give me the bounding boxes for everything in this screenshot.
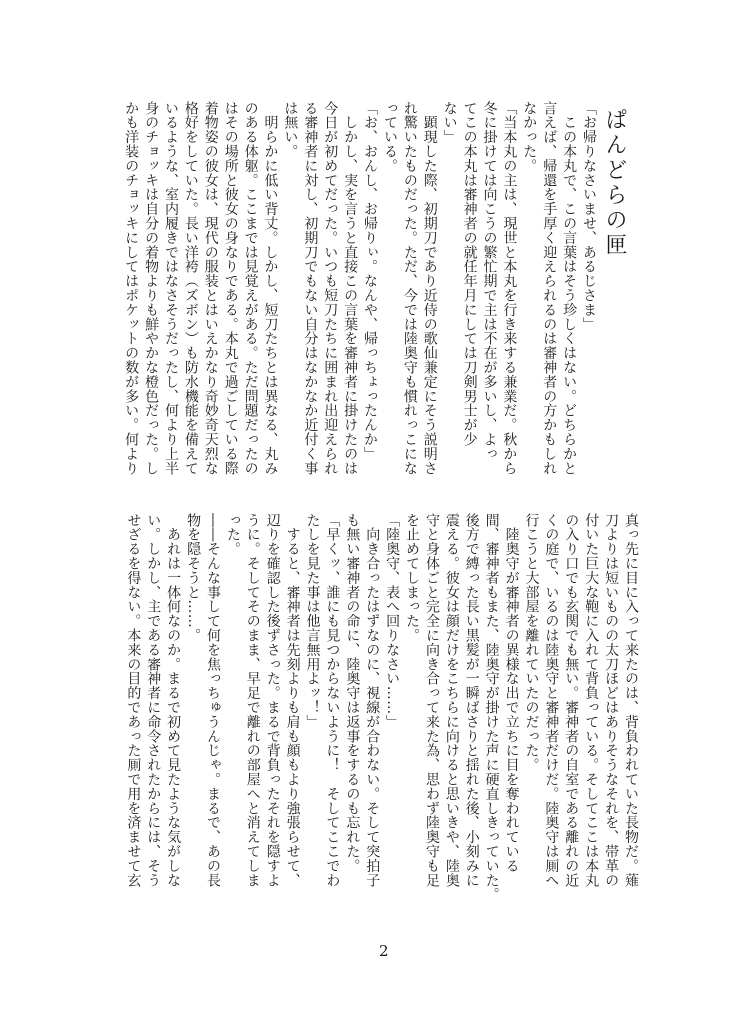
text-line: 震える。彼女は顔だけをこちらに向けると思いきや、陸奥 — [443, 513, 460, 888]
text-line: れ驚いたものだった。ただ、今では陸奥守も慣れっこにな — [401, 101, 418, 476]
text-line: 守と身体ごと完全に向き合って来た為、思わず陸奥守も足 — [423, 513, 440, 888]
text-line: この本丸で、この言葉はそう珍しくはない。どちらかと — [561, 101, 578, 476]
text-line: 「お帰りなさいませ、あるじさま」 — [581, 101, 597, 332]
chapter-title: ぱんどらの匣 — [602, 108, 627, 258]
text-line: る審神者に対し、初期刀でもない自分はなかなか近付く事 — [302, 101, 319, 476]
text-line: 身のチョッキは自分の着物よりも鮮やかな橙色だった。し — [143, 101, 160, 476]
text-line: せざるを得ない。本来の目的であった厠で用を済ませて玄 — [125, 513, 142, 888]
text-line: いるような、室内履きではなさそうだったし、何より上半 — [162, 101, 179, 476]
text-line: なかった。 — [521, 101, 538, 173]
text-line: しかし、実を言うと直接この言葉を審神者に掛けたのは — [342, 101, 359, 476]
page-number: 2 — [379, 942, 389, 960]
text-line: 付いた巨大な鞄に入れて背負っている。そしてここは本丸 — [583, 513, 600, 888]
text-line: は無い。 — [282, 101, 299, 159]
text-line: 今日が初めてだった。いつも短刀たちに囲まれ出迎えられ — [322, 101, 339, 476]
text-line: かも洋装のチョッキにしてはポケットの数が多い。何より — [123, 101, 140, 476]
text-line: 向き合ったはずなのに、視線が合わない。そして突拍子 — [364, 513, 381, 888]
text-line: うに。そしてそのまま、早足で離れの部屋へと消えてしま — [244, 513, 261, 888]
text-line: 冬に掛けては向こうの繁忙期で主は不在が多いし、よっ — [481, 101, 498, 461]
text-line: はその場所と彼女の身なりである。本丸で過ごしている際 — [222, 101, 239, 476]
text-line: 後方で縛った長い黒髪が一瞬ばさりと揺れた後、小刻みに — [463, 513, 480, 888]
text-line: い。しかし、主である審神者に命令されたからには、そう — [145, 513, 162, 888]
text-line: を止めてしまった。 — [404, 513, 421, 643]
text-line: 刀よりは短いものの太刀ほどはありそうなそれを、帯革の — [603, 513, 620, 888]
text-line: 「お、おんし、お帰りぃ。なんや、帰っちょったんか」 — [362, 101, 379, 461]
text-block-top — [120, 101, 598, 496]
text-line: 格好をしていた。長い洋袴（ズボン）も防水機能を備えて — [182, 101, 199, 476]
text-line: った。 — [224, 513, 241, 557]
text-line: たしを見た事は他言無用よッ！」 — [304, 513, 321, 729]
text-line: 物を隠そうと……。 — [185, 513, 202, 643]
text-line: てこの本丸は審神者の就任年月にしては刀剣男士が少 — [461, 101, 478, 447]
text-line: 辺りを確認した後ずさった。まるで背負ったそれを隠すよ — [264, 513, 281, 888]
text-line: ない」 — [441, 101, 458, 145]
text-line: 顕現した際、初期刀であり近侍の歌仙兼定にそう説明さ — [421, 101, 438, 476]
text-line: 真っ先に目に入って来たのは、背負われていた長物だ。薙 — [623, 513, 639, 888]
text-line: も無い審神者の命に、陸奥守は返事をするのも忘れた。 — [344, 513, 361, 873]
text-line: 着物姿の彼女は、現代の服装とはいえかなり奇妙奇天烈な — [202, 101, 219, 476]
text-line: ――そんな事して何を焦っちゅうんじゃ。まるで、あの長 — [204, 513, 221, 888]
text-line: 「陸奥守、表へ回りなさい……」 — [384, 513, 401, 729]
text-line: 陸奥守が審神者の異様な出で立ちに目を奪われている — [503, 513, 520, 873]
text-line: すると、審神者は先刻よりも肩も顔もより強張らせて、 — [284, 513, 301, 888]
text-line: のある体躯。ここまでは見覚えがある。ただ問題だったの — [242, 101, 259, 476]
text-line: 行こうと大部屋を離れていたのだった。 — [523, 513, 540, 773]
text-line: 間、審神者もまた、陸奥守が掛けた声に硬直しきっていた。 — [483, 513, 500, 902]
text-line: 「当本丸の主は、現世と本丸を行き来する兼業だ。秋から — [501, 101, 518, 476]
text-block-bottom — [122, 513, 640, 908]
text-line: あれは一体何なのか。まるで初めて見たような気がしな — [165, 513, 182, 888]
text-line: 明らかに低い背丈。しかし、短刀たちとは異なる、丸み — [262, 101, 279, 476]
text-line: 言えば、帰還を手厚く迎えられるのは審神者の方かもしれ — [541, 101, 558, 476]
text-line: くの庭で、いるのは陸奥守と審神者だけだ。陸奥守は厠へ — [543, 513, 560, 888]
text-line: っている。 — [381, 101, 398, 173]
text-line: 「早くッ、誰にも見つからないように！ そしてここでわ — [324, 513, 341, 888]
text-line: の入り口でも玄関でも無い。審神者の自室である離れの近 — [563, 513, 580, 888]
